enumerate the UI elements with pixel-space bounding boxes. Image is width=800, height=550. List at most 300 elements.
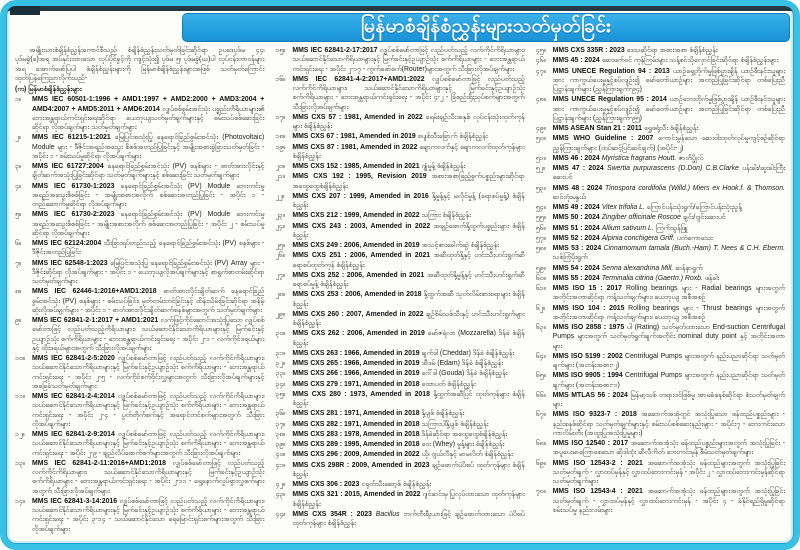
item-description: လျှပ်စစ်မော်တာဖြင့် လည်ပတ်သည့် လက်ကိုင်ကိရိယာများ၊ သယ်ဆောင်နိုင်သောကိရိယာများနှင့် မြက်ခင်းနှင့်ဥယျာဉ်သုံး စက်ကိရိယာများ - ဘေးအန္တရာယ်ကင်းရှင်းရေး - အပိုင်း ၂-၅ - လက်ကိုင်စက်ဝိုင်းလွှများအတွက် သီးခြားလိုအပ်ချက်များနှင့် အခြေခံသတ်မှတ်ချက်များ xyxy=(32,355,265,390)
standard-code: MMS ISO 9323-7 : 2018 xyxy=(552,411,642,419)
item-description: ပန်းခါး/ဆူးခါးကြီးဆေးပင် xyxy=(552,165,785,182)
list-item xyxy=(536,410,785,438)
item-description: ဂျုံမှုန့် စံချိန်စံညွှန်း xyxy=(421,163,466,170)
list-item xyxy=(536,439,785,458)
standard-code: MMS IEC 62841-3-14:2016 xyxy=(32,497,120,505)
item-number: ၆၁။ xyxy=(535,285,546,292)
item-number: ၆၉။ xyxy=(535,459,546,467)
list-item xyxy=(536,213,785,222)
list-item xyxy=(536,67,785,95)
item-number: ၅၃။ xyxy=(535,184,546,192)
item-description: ထောပတ် စံချိန်စံညွှန်း xyxy=(421,380,476,388)
standard-code: MMS MTLAS 56 : 2024 xyxy=(552,391,631,399)
item-number: ၄၄။ xyxy=(275,510,286,518)
standard-code: MMS IEC 62841-2-11:2016+AMD1:2018 xyxy=(32,459,173,467)
standard-code: MMS CXS 260 : 2007, Amended in 2022 xyxy=(292,310,426,318)
item-description: ခရမ်းချဉ်သီးအနှစ် လုပ်ငန်းသုံးထုတ်ကုန်များ စံချိန်စံညွှန်း xyxy=(292,113,525,130)
list-item xyxy=(536,371,785,390)
list-item xyxy=(15,162,264,181)
item-number: ၆၂။ xyxy=(535,304,546,312)
list-item xyxy=(275,211,524,220)
list-item xyxy=(536,352,785,371)
standard-code: MMS CXS 335R : 2023 xyxy=(552,47,627,54)
list-item xyxy=(275,390,524,409)
item-description: အဆောက်အအုံတွင် အသုံးပြုသော ဖန်ထည်ပစ္စည်းများ - နည်းစနစ်ဆိုင်ရာ သတ်မှတ်ချက်များနှင့် စမ်းသပ်စစ်ဆေးနည်းများ - အပိုင်း၇ - ဘေးကင်းသောကာလိမ်းတီး (အထူးပြုအသုံးပြုမှုများ) xyxy=(552,411,785,437)
item-number: ၆။ xyxy=(15,240,21,247)
item-number: ၆၄။ xyxy=(535,352,546,360)
standard-code: MMS CXS 306 : 2023 xyxy=(292,481,362,488)
item-number: ၆၆။ xyxy=(535,391,546,399)
item-description: ချောကလက်နှင့် ချောကလက်ထုတ်ကုန်များ စံချိန်စံညွှန်း xyxy=(292,143,525,160)
item-number: ၁၁။ xyxy=(15,393,25,400)
standard-code: MMS CXS 266 : 1966, Amended in 2019 xyxy=(292,370,422,378)
item-number: ၅။ xyxy=(15,211,21,219)
standard-code: MMS CXS 249 : 2006, Amended in 2019 xyxy=(292,242,422,249)
list-item xyxy=(15,316,264,353)
list-item xyxy=(536,46,785,55)
item-number: ၅၀။ xyxy=(535,135,546,143)
standard-code: MMS 54 : 2024 xyxy=(552,264,602,272)
item-number: ၂။ xyxy=(15,134,21,142)
list-heading-text: မြန်မာစံချိန်စံညွှန်းများ xyxy=(28,86,82,93)
item-number: ၆၃။ xyxy=(535,324,546,331)
item-number: ၄၁။ xyxy=(275,461,286,469)
list-item xyxy=(15,459,264,496)
item-number: ၂၃။ xyxy=(275,212,285,220)
list-item xyxy=(275,46,524,74)
item-description: စပျစ်သီးခြောက် စံချိန်စံညွှန်း xyxy=(417,133,488,141)
standard-code: MMS 50 : 2024 xyxy=(552,214,602,222)
item-number: ၃၄။ xyxy=(275,380,286,388)
page-title: မြန်မာစံချိန်စံညွှန်းများသတ်မှတ်ခြင်း xyxy=(360,15,612,37)
standard-code: MMS 47 : 2024 xyxy=(552,165,607,172)
item-description: ဝေး (Whey) မှုန့်များ စံချိန်စံညွှန်း xyxy=(421,441,505,448)
item-description: ယာဉ်ရှေ့တိုက်မှုဖြစ်ပွားချိန် ယာဉ်စီးနင်းသူများအား ကာကွယ်ပေးမှုနှင့်စပ်လျဉ်း၍ မော်တော်ယာဉ်များ အတည်ပြုခြင်းဆိုင်ရာ တစ်ပြေးညီပြဋ္ဌာန်းချက်များ (ညွှန်ကြားချက်-၉၄) xyxy=(552,67,785,93)
standard-code: MMS IEC 61730-2:2023 xyxy=(32,211,121,219)
standard-code: MMS IEC 62841-2-5:2020 xyxy=(32,355,118,362)
standard-code: MMS 48 : 2024 xyxy=(552,184,606,192)
standard-code: MMS CXS 279 : 1971, Amended in 2018 xyxy=(292,380,422,388)
item-description: ယို၊ ဂျယ်လီနှင့် မာမလိတ် စံချိန်စံညွှန်း xyxy=(421,451,513,459)
item-description: သကြားပါနို့ပျစ် စံချိန်စံညွှန်း xyxy=(421,420,489,428)
item-number: ၄၃။ xyxy=(275,491,286,499)
item-number: ၆၈။ xyxy=(535,440,546,447)
standard-code: MMS UNECE Regulation 95 : 2014 xyxy=(552,96,670,104)
list-item xyxy=(536,95,785,123)
list-item xyxy=(15,287,264,315)
item-number: ၇၀။ xyxy=(535,488,546,496)
list-item xyxy=(275,113,524,132)
standard-code: MMS IEC 61730-1:2023 xyxy=(32,182,121,190)
list-item xyxy=(275,192,524,211)
item-description: ရွှေဖရုံသီး စံချိန်စံညွှန်း xyxy=(643,125,699,132)
item-description: မော်ဇရဲလာ (Mozzarella) ဒိန်ခဲ စံချိန်စံညွှန်း xyxy=(292,330,525,347)
item-number: ၃၃။ xyxy=(275,370,286,378)
item-number: ၅၂။ xyxy=(535,165,546,172)
standard-code: MMS CXS 207 : 1999, Amended in 2016 xyxy=(292,192,432,200)
item-number: ၆၀။ xyxy=(535,274,546,282)
list-item xyxy=(275,143,524,162)
scientific-name: Cinnamomum tamala (Buch.-Ham) T. Nees & C.H. Eberm. xyxy=(603,245,785,252)
item-number: ၃၅။ xyxy=(275,390,286,398)
item-description: အဆီထုတ်နို့မှုန့်နှင့် ဟင်းသီးဟင်းရွက်ဆီ ရောစပ်မှုန့် စံချိန်စံညွှန်း xyxy=(292,271,525,288)
list-item xyxy=(275,359,524,368)
item-number: ၁၈။ xyxy=(275,133,286,141)
list-item xyxy=(275,409,524,418)
standard-code: MMS WHO Guideline : 2007 xyxy=(552,135,658,143)
item-description: ဆင်တုံးမနွယ် xyxy=(552,193,586,201)
item-description: လျှပ်စစ်မော်တာဖြင့် လည်ပတ်သည့် လက်ကိုင်ကိရိယာများ၊ သယ်ဆောင်နိုင်သောကိရိယာများနှင့် မြက်ခင်းနှင့်ဥယျာဉ်သုံး စက်ကိရိယာများ - ဘေးအန္တရာယ်ကင်းရှင်းရေး - အပိုင်း ၂-၁၇ - ကွက်ဖော်စက်(Router)များအတွက် သီးခြားလိုအပ်ချက်များ xyxy=(292,47,525,73)
list-item xyxy=(275,510,524,529)
list-item xyxy=(275,349,524,358)
list-item xyxy=(536,244,785,263)
item-number: ၃၈။ xyxy=(275,430,286,438)
item-number: ၂၉။ xyxy=(275,310,285,318)
item-description: အဆောက်အအုံသုံး ဖန်ထည်များအတွက် အသုံးပြုခြင်းသတ်မှတ်ချက် - လွှာထပ်မှန်နှင့် လွှာထပ်ဘေးကင်းမှန် - အပိုင်း ၄ - ခံနိုင်ရည်ရှိမှုဆိုင်ရာ စမ်းသပ်မှု နည်းလမ်းများ xyxy=(552,488,785,514)
item-number: ၅၆။ xyxy=(535,224,546,232)
list-item xyxy=(275,329,524,348)
item-number: ၁၉။ xyxy=(275,143,286,151)
item-description: ကြောင်ပန်းသုံးရွက်/ကြောင်ပန်းသုံးညွန့် xyxy=(646,204,742,211)
standard-code: MMS CXS 253 : 2006, Amended in 2018 xyxy=(292,291,424,299)
standard-code: MMS IEC 62841-2-1:2017 + AMD1:2021 xyxy=(32,317,161,324)
item-number: ၄၈။ xyxy=(535,96,546,104)
list-item xyxy=(275,222,524,241)
list-item xyxy=(536,124,785,133)
standard-code: MMS ISO 9905 : 1994 xyxy=(552,372,625,380)
standard-code: MMS 49 : 2024 xyxy=(552,204,602,211)
scientific-name: Swertia purpurascens (D.Don) C.B.Clarke xyxy=(606,165,743,172)
standard-code: MMS ISO 104 : 2015 xyxy=(552,304,629,312)
item-number: ၅၉။ xyxy=(535,264,546,272)
list-item xyxy=(275,172,524,191)
item-number: ၁၆။ xyxy=(275,75,286,83)
standard-code: MMS CXS 57 : 1981, Amended in 2022 xyxy=(292,113,426,121)
list-item xyxy=(536,224,785,233)
standard-code: MMS IEC 62124:2004 xyxy=(32,240,104,247)
item-description: အချဉ်ဖောက်နို့ထွက်ပစ္စည်းများ စံချိန်စံညွှန်း xyxy=(292,222,525,239)
list-item xyxy=(536,164,785,183)
standard-code: MMS CXS 252 : 2006, Amended in 2021 xyxy=(292,271,427,279)
standard-code: MMS ISO 12543-2 : 2021 xyxy=(552,459,648,467)
scientific-name: Zingiber officinale Roscoe xyxy=(601,214,683,222)
standard-code: MMS CXS 289 : 1995, Amended in 2018 xyxy=(292,441,422,448)
item-description: ဆေးဖက်ဝင် ကုန်ကြမ်းများ သန့်စင်သိုလှောင်ခြင်းဆိုင်ရာ စံချိန်စံညွှန်းများ xyxy=(601,57,779,65)
standard-code: MMS IEC 62446-1:2016+AMD1:2018 xyxy=(32,288,164,296)
item-description: အဆီထုတ်နို့နှင့် ဟင်းသီးဟင်းရွက်ဆီ ရောစပ်ထုတ်ကုန် စံချိန်စံညွှန်း xyxy=(292,252,525,269)
standard-code: MMS UNECE Regulation 94 : 2013 xyxy=(552,67,673,75)
standard-code: MMS IEC 60501-1:1996 + AMD1:1997 + AMD2:2000 + AMD3:2004 + AMD4:2007 + AMD5:2011 + AMD6:2014 xyxy=(32,96,265,113)
list-item xyxy=(275,75,524,112)
standard-code: MMS 55 : 2024 xyxy=(552,274,602,282)
item-number: ၁၅။ xyxy=(275,47,286,54)
item-number: ၂၈။ xyxy=(275,291,285,299)
list-item xyxy=(536,56,785,65)
list-item xyxy=(15,210,264,238)
standard-code: MMS CXS 281 : 1971, Amended in 2018 xyxy=(292,410,422,418)
standard-code: MMS IEC 62841-2-4:2014 xyxy=(32,393,118,400)
list-item xyxy=(275,241,524,250)
top-left-block xyxy=(10,6,40,15)
list-item xyxy=(275,440,524,449)
standard-code: MMS ISO 5199 : 2002 xyxy=(552,352,625,360)
standard-code: MMS CXS 87 : 1981, Amended in 2022 xyxy=(292,143,420,151)
standard-code: MMS 45 : 2024 xyxy=(552,57,602,65)
standard-code: MMS ISO 2858 : 1975 xyxy=(552,324,627,331)
item-description: လက်ဖြင့်ကိုင်ဆောင်အသုံးပြုသော လျှပ်စစ်မော်တာဖြင့် လည်ပတ်သည့်ကိရိယာများ၊ သယ်ဆောင်နိုင်သောကိရိယာများနှင့် မြက်ခင်းနှင့်ဥယျာဉ်သုံး စက်ကိရိယာများ - ဘေးအန္တရာယ်ကင်းရှင်းရေး - အပိုင်း ၂-၁ - လက်ကိုင်ဒရယ်များနှင့် ထိုးဒရယ်များအတွက် သီးခြားလိုအပ်ချက်များ xyxy=(32,317,265,352)
standard-code: MMS IEC 62548-1:2023 xyxy=(32,259,111,267)
item-number: ၃။ xyxy=(15,163,21,170)
item-description: လျှပ်စစ်မော်တာဖြင့် လည်ပတ်သည့် လက်ကိုင်ကိရိယာများ၊ သယ်ဆောင်နိုင်သောကိရိယာများနှင့် မြက်ခင်းနှင့်ဥယျာဉ်သုံး စက်ကိရိယာများ - ဘေးအန္တရာယ်ကင်းရှင်းရေး - အပိုင်း ၃-၁၄ - သယ်ဆောင်နိုင်သော ရေမြောင်းရှင်းစက်များအတွက် သီးခြားလိုအပ်ချက်များ xyxy=(32,497,265,533)
list-item xyxy=(536,304,785,323)
standards-notice-body xyxy=(15,46,785,537)
standard-code: MMS CXS 282 : 1971, Amended in 2018 xyxy=(292,420,422,428)
standard-code: MMS 53 : 2024 xyxy=(552,245,604,252)
item-number: ၃၂။ xyxy=(275,360,285,367)
standard-code: MMS CXS 298R : 2009, Amended in 2023 xyxy=(292,461,433,469)
standard-code: MMS IEC 61215-1:2021 xyxy=(32,134,115,142)
item-number: ၄၅။ xyxy=(535,47,546,54)
standard-code: MMS CXS 152 : 1985, Amended in 2021 xyxy=(292,163,422,170)
standard-code: MMS CXS 192 : 1995, Revision 2019 xyxy=(292,173,432,181)
standard-code: MMS 51 : 2024 xyxy=(552,224,602,232)
item-description: အီဒမ် (Edam) ဒိန်ခဲ စံချိန်စံညွှန်း xyxy=(421,360,504,367)
item-number: ၆၇။ xyxy=(535,411,546,419)
item-number: ၄၀။ xyxy=(275,451,286,459)
standard-code: MMS 52 : 2024 xyxy=(552,234,602,242)
list-item xyxy=(536,323,785,351)
list-item xyxy=(536,274,785,283)
item-number: ၁၂။ xyxy=(15,431,25,438)
item-description: ဆန်နာရွက် xyxy=(675,264,703,272)
item-number: ၈။ xyxy=(15,288,22,296)
item-number: ၃၁။ xyxy=(275,349,286,357)
standard-code: MMS IEC 62841-2-9:2014 xyxy=(32,431,118,438)
list-item xyxy=(536,234,785,243)
item-description: မြေပြင်အသုံးပြု နေရောင်ခြည်စွမ်းအင်သုံး (Photovoltaic) Module များ - ဒီဇိုင်းအရည်အသွေး စိစစ်အတည်ပြုခြင်းနှင့် အမျိုးအစားခွဲခြားသတ်မှတ်ခြင်း - အပိုင်း ၁ - စမ်းသပ်မှုဆိုင်ရာ လိုအပ်ချက်များ xyxy=(32,134,265,160)
scientific-name: Alpinia conchigera Griff. xyxy=(601,234,677,242)
item-description: ပါ (Rating) သတ်မှတ်ထားသော End-suction Centrifugal Pumps များအတွက် သတ်မှတ်ရွက်ချက်အတိုင်း nominal duty point နှင့် အတိုင်းအတာများ xyxy=(552,324,785,350)
item-number: ၅၄။ xyxy=(535,204,546,211)
item-description: ဂျင်ဆင်းမှ ပြုလုပ်ထားသော ထုတ်ကုန်များ စံချိန်စံညွှန်း xyxy=(292,491,525,508)
list-item xyxy=(15,133,264,161)
standard-code: MMS 46 : 2024 xyxy=(552,154,602,162)
item-number: ၇။ xyxy=(15,259,21,267)
list-item xyxy=(536,391,785,410)
standard-code: MMS CXS 263 : 1966, Amended in 2019 xyxy=(292,349,422,357)
list-item xyxy=(536,154,785,163)
item-number: ၄။ xyxy=(15,182,21,190)
item-number: ၁၄။ xyxy=(15,497,25,505)
list-item xyxy=(536,284,785,303)
item-number: ၁။ xyxy=(15,96,21,104)
item-number: ၄၆။ xyxy=(535,57,546,65)
item-description: ချဉ်စိမ်သစ်သီးနှင့် ဟင်းသီးဟင်းရွက်များ စံချိန်စံညွှန်း xyxy=(292,310,525,327)
item-number: ၁၃။ xyxy=(15,459,25,467)
list-item xyxy=(275,271,524,290)
standard-code: MMS IEC 62841-4-2:2017+AMD1:2022 xyxy=(292,75,432,83)
item-number: ၄၇။ xyxy=(535,67,546,75)
item-description: ငရုတ်သီးဆော့စ် စံချိန်စံညွှန်း xyxy=(361,481,432,488)
item-number: ၅၇။ xyxy=(535,234,546,242)
item-description: ဓာတ်အားလိုင်းချိတ်ဆက် နေရောင်ခြည်စွမ်းအင်သုံး (PV) စနစ်များ - စမ်းသပ်ခြင်း၊ မှတ်တမ်းတင်ခြင်းနှင့် ထိန်းသိမ်းခြင်းဆိုင်ရာ အနိမ့်ဆုံးလိုအပ်ချက်များ - အပိုင်း ၁ - ဓာတ်အားလိုင်းချိတ်ဆက်စနစ်များအတွက် သတ်မှတ်ချက်များ xyxy=(32,288,265,314)
list-item xyxy=(275,450,524,459)
list-item xyxy=(536,459,785,487)
item-number: ၃၆။ xyxy=(275,410,286,418)
standard-code: MMS CXS 283 : 1978, Amended in 2018 xyxy=(292,430,422,438)
item-number: ၅၁။ xyxy=(535,154,546,162)
list-item xyxy=(536,264,785,273)
item-description: သစ်ကြံပိုးရွက် xyxy=(552,254,588,262)
list-item xyxy=(275,380,524,389)
list-item xyxy=(15,95,264,132)
list-item xyxy=(275,490,524,509)
item-description: နို့ပျစ် စံချိန်စံညွှန်း xyxy=(421,410,465,418)
list-item xyxy=(536,134,785,153)
item-number: ၃၇။ xyxy=(275,420,286,428)
item-number: ၁၀။ xyxy=(15,355,25,362)
list-item xyxy=(275,162,524,171)
scientific-name: Terminalia citrina (Gaertn.) Roxb. xyxy=(601,274,705,282)
list-item xyxy=(15,182,264,210)
list-item xyxy=(275,480,524,489)
item-description: လျှပ်စစ်မော်တာဖြင့် လည်ပတ်သည့် လက်ကိုင်ကိရိယာများ၊ သယ်ဆောင်နိုင်သောကိရိယာများနှင့် မြက်ခင်းနှင့်ဥယျာဉ်သုံး စက်ကိရိယာများ - ဘေးအန္တရာယ်ကင်းရှင်းရေး - အပိုင်း ၄-၂ - ခြံစည်းရိုးညှပ်စက်များအတွက် သီးခြားလိုအပ်ချက်များ xyxy=(292,75,525,111)
item-description: ကြက်သွန်ဖြူ xyxy=(655,224,688,232)
page-title-banner xyxy=(182,13,790,42)
item-number: ၂၀။ xyxy=(275,163,285,170)
item-description: အသင့်စားခေါက်ဆွဲ စံချိန်စံညွှန်း xyxy=(421,242,499,249)
standard-code: MMS CXS 243 : 2003, Amended in 2022 xyxy=(292,222,434,230)
list-item xyxy=(15,259,264,287)
item-description: Centrifugal Pumps များအတွက် နည်းပညာဆိုင်ရာ သတ်မှတ်ချက်များ (အတန်းအစား-၂) xyxy=(552,352,785,369)
item-number: ၂၆။ xyxy=(275,252,285,260)
scientific-name: Senna alexandrina Mill. xyxy=(601,264,676,272)
list-item xyxy=(15,430,264,458)
item-description: Rolling bearings များ - Radial bearings များအတွက် အတိုင်းအတာဆိုင်ရာ ကန့်သတ်ချက်များ၊ ယေဘုယျ အစီအစဉ် xyxy=(552,285,785,302)
list-item xyxy=(15,354,264,391)
standard-code: MMS CXS 321 : 2015, Amended in 2022 xyxy=(292,491,423,499)
item-description: ဇာတိပ္ဖိုလ် xyxy=(678,154,704,162)
item-number: ၂၁။ xyxy=(275,173,285,181)
item-description: ချဉ်ဖောက်ပဲပိစပ် ထုတ်ကုန်များ စံချိန်စံညွှန်း xyxy=(292,461,525,478)
item-description: ယာဉ်ဘေးတိုက်မှုဖြစ်ပွားချိန် ယာဉ်စီးနင်းသူများအား ကာကွယ်ပေးမှုနှင့်စပ်လျဉ်း၍ မော်တော်ယာဉ်များ အတည်ပြုခြင်းဆိုင်ရာ တစ်ပြေးညီပြဋ္ဌာန်းချက်များ (ညွှန်ကြားချက်-၉၅) xyxy=(552,96,785,122)
item-description: သီးခြားရပ်တည်သည့် နေရောင်ခြည်စွမ်းအင်သုံး (PV) စနစ်များ - ဒီဇိုင်းအတည်ပြုခြင်း xyxy=(32,240,265,257)
item-description: ချင်း/ဂျင်းဆေးပင် xyxy=(682,214,726,222)
item-number: ၂၂။ xyxy=(275,192,285,200)
item-number: ၆၅။ xyxy=(535,372,546,380)
item-description: Centrifugal Pumps များအတွက် နည်းပညာဆိုင်ရာ သတ်မှတ်ချက်များ (အတန်းအစား-၁) xyxy=(552,372,785,389)
list-item xyxy=(275,369,524,378)
item-description: အစားအစာဖြည့်စွက်ပစ္စည်းများဆိုင်ရာ အထွေထွေစံချိန်စံညွှန်း xyxy=(292,173,525,190)
item-number: ၄၉။ xyxy=(535,125,546,132)
list-item xyxy=(536,487,785,515)
list-heading xyxy=(15,85,264,94)
item-description: ဖန်ခါး xyxy=(704,274,720,282)
standard-code: MMS ISO 15 : 2017 xyxy=(552,285,627,292)
item-description: နေရောင်ခြည်စွမ်းအင်သုံး (PV) Module ဘေးကင်းမှု အရည်အသွေးစိစစ်ခြင်း - အမျိုးအစားအလိုက် စစ်ဆေးအတည်ပြုခြင်း - အပိုင်း ၂ - စမ်းသပ်မှုဆိုင်ရာ လိုအပ်ချက်များ xyxy=(32,211,265,237)
standard-code: MMS CXS 251 : 2006, Amended in 2021 xyxy=(292,252,434,260)
list-item xyxy=(275,290,524,309)
list-item xyxy=(275,132,524,141)
item-description: လျှပ်စစ်မော်တာဖြင့် လည်ပတ်သည့် လက်ကိုင်ကိရိယာများ၊ သယ်ဆောင်နိုင်သောကိရိယာများနှင့် မြက်ခင်းနှင့်ဥယျာဉ်သုံး စက်ကိရိယာများ - ဘေးအန္တရာယ်ကင်းရှင်းရေး - အပိုင်း ၂-၉ - ချည်လိပ်ဖောက်စက်များအတွက် သီးခြားလိုအပ်ချက်များ xyxy=(32,431,265,457)
intro-paragraph: အမျိုးသားစံချိန်စံညွှန်းကောင်စီသည် စံချိန်စံညွှန်းသတ်မှတ်ခြင်းဆိုင်ရာ ဥပဒေပုဒ်မ ၄၄၊ ပုဒ်မခွဲ(ခ)အရ အပ်နှင်းထားသော လုပ်ပိုင်ခွင့်ကို ကျင့်သုံး၍ ပုဒ်မ ၅၊ ပုဒ်မခွဲ(ဃ)ပါ လုပ်ငန်းတာဝန်များအရ အောက်ဖော်ပြပါ စံချိန်စံညွှန်းများကို မြန်မာစံချိန်စံညွှန်းများအဖြစ် သတ်မှတ်ကြောင်း ထုတ်ပြန်ကြေညာလိုက်သည်- xyxy=(15,47,265,82)
item-number: ၅၈။ xyxy=(535,245,546,252)
standard-code: MMS ISO 12540 : 2017 xyxy=(552,440,631,447)
list-item xyxy=(275,420,524,429)
item-description: လျှပ်စစ်မော်တာဖြင့် လည်ပတ်သည့် လက်ကိုင်ကိရိယာများ၊ သယ်ဆောင်နိုင်သောကိရိယာများနှင့် မြက်ခင်းနှင့်ဥယျာဉ်သုံး စက်ကိရိယာများ - ဘေးအန္တရာယ်ကင်းရှင်းရေး - အပိုင်း ၂-၄ - ပွတ်တိုက်စက်နှင့် အရောင်တင်စက်များအတွက် သီးခြားလိုအပ်ချက်များ xyxy=(32,393,265,428)
item-description: မြေပြင်အသုံးပြု နေရောင်ခြည်စွမ်းအင်သုံး (PV) Array များ - ဒီဇိုင်းဆိုင်ရာ လိုအပ်ချက်များ - အပိုင်း ၁ - ယေဘုယျလိုအပ်ချက်များနှင့် စာရွက်စာတမ်းဆိုင်ရာ သတ်မှတ်ချက်များ xyxy=(32,259,265,285)
standard-code: MMS CXS 296 : 2009, Amended in 2022 xyxy=(292,451,422,459)
standard-code: MMS CXS 212 : 1999, Amended in 2022 xyxy=(292,212,422,220)
standard-code: MMS CXS 67 : 1981, Amended in 2019 xyxy=(292,133,418,141)
item-number: ၁၇။ xyxy=(275,113,286,121)
scientific-name: Tinospora cordifolia (Willd.) Miers ex Hook.f. & Thomson. xyxy=(605,184,785,192)
list-item xyxy=(15,392,264,429)
standard-code: MMS CXS 265 : 1966, Amended in 2019 xyxy=(292,360,422,367)
item-description: နို့မှုန့်နှင့် မလိုင်မှုန့် (ရောစပ်မှုန့်) စံချိန်စံညွှန်း xyxy=(292,192,525,209)
item-description: နို့ထွက်အဆီပြင် ထုတ်ကုန်များ စံချိန်စံညွှန်း xyxy=(292,390,525,407)
scientific-name: Bacillus xyxy=(375,510,404,518)
item-description: ဒိန်ခဲဆိုင်ရာ အထွေထွေစံချိန်စံညွှန်း xyxy=(421,430,508,438)
item-description: နို့ထွက်အဆီ သုတ်လိမ်းစားစရာများ စံချိန်စံညွှန်း xyxy=(292,291,525,308)
item-description: ဂေါ်ဒါ (Gouda) ဒိန်ခဲ စံချိန်စံညွှန်း xyxy=(421,370,508,378)
item-description: ဒေသဆိုင်ရာ အစားအစာ စံချိန်စံညွှန်း xyxy=(626,47,718,54)
standard-code: MMS IEC 62841-2-17:2017 xyxy=(292,47,380,54)
item-number: ၅၅။ xyxy=(535,214,546,222)
item-description: ဘက်တီးရီးယားဖြင့် ချဉ်ဖောက်ထားသော ပဲပိစပ်ထုတ်ကုန်များ စံချိန်စံညွှန်း xyxy=(292,510,525,527)
list-item xyxy=(275,461,524,480)
standard-code: MMS CXS 354R : 2023 xyxy=(292,510,376,518)
list-item xyxy=(275,251,524,270)
item-number: ၃၉။ xyxy=(275,441,286,448)
standard-code: MMS IEC 61727:2004 xyxy=(32,163,108,170)
item-number: ၂၄။ xyxy=(275,222,285,230)
item-description: ပတဲကောသေး xyxy=(676,234,713,242)
list-item xyxy=(536,184,785,203)
list-item xyxy=(275,310,524,329)
item-number: ၃၀။ xyxy=(275,330,286,338)
item-description: ချက်ဒါ (Cheddar) ဒိန်ခဲ စံချိန်စံညွှန်း xyxy=(421,349,515,357)
top-border-bar xyxy=(6,6,794,11)
item-number: ၄၂။ xyxy=(275,481,285,488)
scientific-name: Myristica fragrans Houtt. xyxy=(601,154,679,162)
item-description: သကြား စံချိန်စံညွှန်း xyxy=(421,212,471,220)
item-description: နေရောင်ခြည်စွမ်းအင်သုံး (PV) Module ဘေးကင်းမှု အရည်အသွေးစိစစ်ခြင်း - အမျိုးအစားအလိုက် စစ်ဆေးအတည်ပြုခြင်း - အပိုင်း ၁ - တည်ဆောက်မှုဆိုင်ရာ လိုအပ်ချက်များ xyxy=(32,182,265,208)
scientific-name: Vitex trifolia L. xyxy=(601,204,647,211)
item-number: ၉။ xyxy=(15,317,21,324)
item-description: အဆောက်အအုံသုံး ဖန်ထည်ပစ္စည်းများအတွက် အသုံးပြုခြင်း - အပူပေးမာကြောစေသော ဆိုဒါထုံး ဆီလီကိတ် ဘေးကင်းမှန် စီမံသတ်မှတ်ချက်များ xyxy=(552,440,785,457)
standard-code: MMS ASEAN Stan 21 : 2011 xyxy=(552,125,644,132)
scientific-name: Allium sativum L. xyxy=(601,224,656,232)
list-item xyxy=(275,430,524,439)
list-item xyxy=(536,203,785,212)
item-description: နေရောင်ခြည်စွမ်းအင်သုံး (PV) စနစ်များ - ဓာတ်အားလိုင်းနှင့် ချိတ်ဆက်အသုံးပြုခြင်းဆိုင်ရာ သတ်မှတ်ချက်များနှင့် စစ်ဆေးခြင်း သတ်မှတ်ချက်များ xyxy=(32,163,265,180)
list-item xyxy=(15,497,264,534)
standard-code: MMS ISO 12543-4 : 2021 xyxy=(552,488,648,496)
item-description: အဆောက်အအုံသုံး ဖန်ထည်များအတွက် အသုံးပြုခြင်းသတ်မှတ်ချက် - လွှာထပ်မှန်နှင့် လွှာထပ်ဘေးကင်းမှန် - အပိုင်း ၂ - လွှာထပ်ဘေးကင်းမှန်ဆိုင်ရာ သတ်မှတ်ချက်များ xyxy=(552,459,785,485)
item-number: ၂၇။ xyxy=(275,271,285,279)
item-description: ကောင်းမွန်သော ဆေးဝါးထုတ်လုပ်မှုကျင့်စဉ်ဆိုင်ရာ ညွှန်ကြားချက်များ (ထပ်ဆင့်ပြင်ဆင်ချက်) (အပိုင်း-၂) xyxy=(552,135,785,152)
item-description: Rolling bearings များ - Thrust bearings များအတွက် အတိုင်းအတာဆိုင်ရာ ကန့်သတ်ချက်များ၊ ယေဘုယျ အစီအစဉ် xyxy=(552,304,785,321)
item-description: လျှပ်စစ်မော်တာဖြင့် လည်ပတ်သည့် လက်ကိုင်ကိရိယာများ၊ သယ်ဆောင်နိုင်သောကိရိယာများနှင့် မြက်ခင်းနှင့်ဥယျာဉ်သုံး စက်ကိရိယာများ - ဘေးအန္တရာယ်ကင်းရှင်းရေး - အပိုင်း ၂-၁၁ - ရှေ့နောက်လှုပ်ရှားလွှစက်များအတွက် သီးခြားလိုအပ်ချက်များ xyxy=(32,459,265,495)
standard-code: MMS CXS 280 : 1973, Amended in 2018 xyxy=(292,390,434,398)
item-description: မြန်မာ့သစ် တရားဝင်ဖြစ်မှု အာမခံစနစ်ဆိုင်ရာ စံသတ်မှတ်ချက်များ xyxy=(552,391,785,408)
standards-list xyxy=(15,46,785,537)
standard-code: MMS CXS 262 : 2006, Amended in 2019 xyxy=(292,330,428,338)
list-item xyxy=(15,239,264,258)
item-number: ၂၅။ xyxy=(275,242,285,249)
item-description: လျှပ်စစ်စွမ်းအင်သုံး ပစ္စည်းကိရိယာများ၏ ဘေးအန္တရာယ်ကင်းရှင်းရေးဆိုင်ရာ ယေဘုယျသတ်မှတ်ချက်များနှင့် စမ်းသပ်စစ်ဆေးခြင်းဆိုင်ရာ လိုအပ်ချက်များ သတ်မှတ်ချက်များ xyxy=(32,105,265,131)
